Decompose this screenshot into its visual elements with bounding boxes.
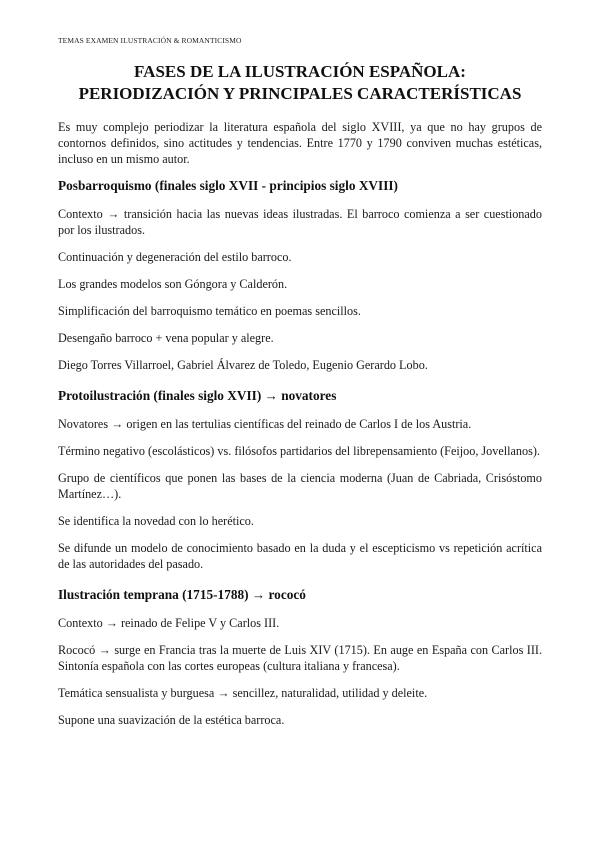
section-paragraph: Supone una suavización de la estética barroca. [58,713,285,727]
section-paragraph: Desengaño barroco + vena popular y alegre. [58,331,274,345]
document-title [58,61,542,105]
running-header: TEMAS EXAMEN ILUSTRACIÓN & ROMANTICISMO [58,36,242,45]
section-paragraph: Continuación y degeneración del estilo barroco. [58,250,292,264]
section-paragraph: Grupo de científicos que ponen las bases de la ciencia moderna (Juan de Cabriada, Crisóstomo Martínez…). [58,471,542,501]
title-line-1: FASES DE LA ILUSTRACIÓN ESPAÑOLA: [134,62,466,81]
section-paragraph: Se difunde un modelo de conocimiento basado en la duda y el escepticismo vs repetición acrítica de las autoridades del pasado. [58,541,542,571]
title-line-2: PERIODIZACIÓN Y PRINCIPALES CARACTERÍSTICAS [78,84,522,103]
section-heading: Posbarroquismo (finales siglo XVII - principios siglo XVIII) [58,178,398,193]
section-heading: Ilustración temprana (1715-1788) → rococó [58,587,306,602]
section-paragraph: Los grandes modelos son Góngora y Calderón. [58,277,288,291]
section-heading: Protoilustración (finales siglo XVII) → novatores [58,388,337,403]
section-paragraph: Novatores → origen en las tertulias científicas del reinado de Carlos I de los Austria. [58,417,472,431]
section-paragraph: Simplificación del barroquismo temático en poemas sencillos. [58,304,361,318]
section-paragraph: Diego Torres Villarroel, Gabriel Álvarez de Toledo, Eugenio Gerardo Lobo. [58,358,428,372]
section-paragraph: Rococó → surge en Francia tras la muerte de Luis XIV (1715). En auge en España con Carlos III. Sintonía española con las cortes europeas (cultura italiana y francesa). [58,643,542,673]
intro-paragraph: Es muy complejo periodizar la literatura española del siglo XVIII, ya que no hay grupos de contornos definidos, sino actitudes y tendencias. Entre 1770 y 1790 conviven muchas estéticas, incluso en un mismo autor. [58,120,542,166]
section-paragraph: Término negativo (escolásticos) vs. filósofos partidarios del librepensamiento (Feijoo, Jovellanos). [58,444,540,458]
section-paragraph: Contexto → reinado de Felipe V y Carlos III. [58,616,280,630]
section-ilustracion-temprana [58,586,542,728]
section-posbarroquismo [58,177,542,373]
section-paragraph: Temática sensualista y burguesa → sencillez, naturalidad, utilidad y deleite. [58,686,428,700]
section-paragraph: Se identifica la novedad con lo herético. [58,514,254,528]
section-protoilustracion [58,387,542,572]
section-paragraph: Contexto → transición hacia las nuevas ideas ilustradas. El barroco comienza a ser cuestionado por los ilustrados. [58,207,542,237]
